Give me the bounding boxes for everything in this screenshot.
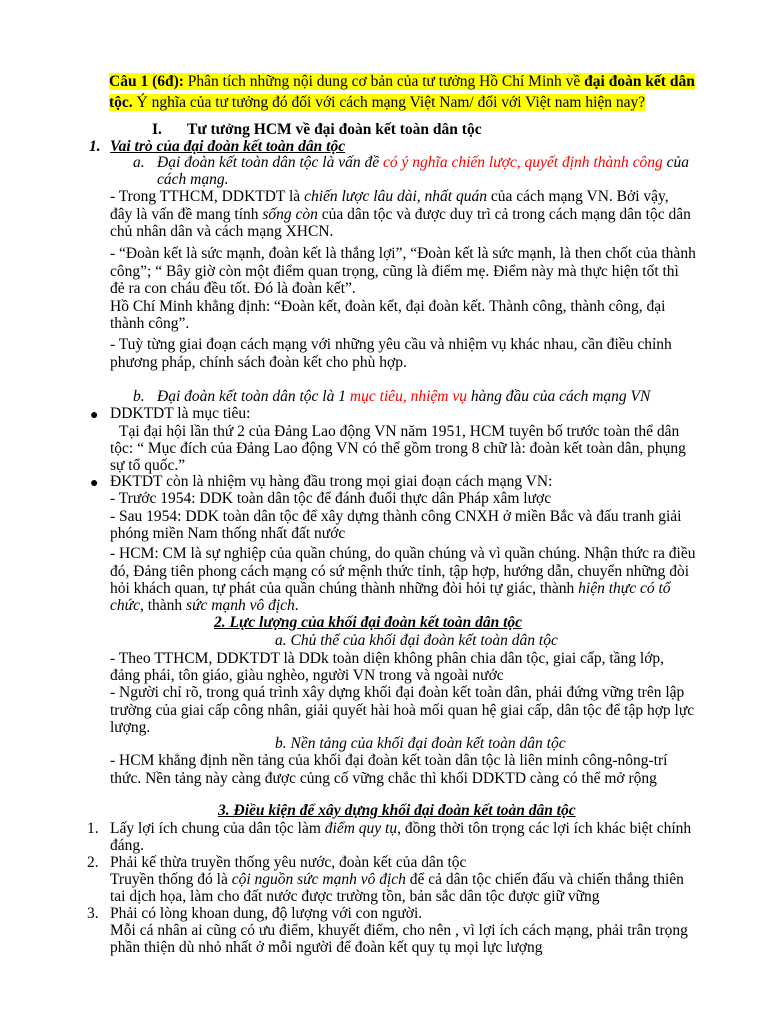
section-2a-title: a. Chủ thể của khối đại đoàn kết toàn dân tộc [275,632,558,649]
para-1-l2-italic: sống còn [262,206,318,223]
question-bold-1: đại đoàn kết dân [584,73,695,90]
s3-item-2-number: 2. [87,854,99,871]
para-3-line-2: thành công”. [110,315,190,332]
s3-item-3-line-3: phần thiện dù nhỏ nhất ở mỗi người để đoàn kết quy tụ mọi lực lượng [110,939,543,956]
para-5-l4-b: . [294,597,299,614]
s2-para-2-line-2: trường của giai cấp công nhân, giải quyết hài hoà mối quan hệ giai cấp, dân tộc để tập hợp lực [110,702,695,719]
sub-1-title: Vai trò của đại đoàn kết toàn dân tộc [110,138,346,155]
s3-item-3-line-2: Mỗi cá nhân ai cũng có ưu điểm, khuyết điểm, cho nên , vì lợi ích cách mạng, phải trân trọng [110,922,688,939]
s2-para-3-line-2: thức. Nền tảng này càng được củng cố vững chắc thì khối DDKTD càng có thể mở rộng [110,770,657,787]
item-a-pre: Đại đoàn kết toàn dân tộc là vấn đề [157,154,383,171]
section-2b-title: b. Nền tảng của khối đại đoàn kết toàn dân tộc [275,735,566,752]
s3-i2-a: Truyền thống đó là [110,871,232,888]
section-1-title: Tư tưởng HCM về đại đoàn kết toàn dân tộc [187,121,482,138]
bullet-1-line-4: sự tổ quốc.” [110,457,186,474]
para-1-line-1 [110,188,669,207]
para-5-l3-a: hỏi khách quan, tự phát của quần chúng thành những đòi hỏi tự giác, thành [110,580,579,597]
item-a-emphasis: có ý nghĩa chiến lược, quyết định thành công [383,154,663,171]
item-b-number: b. [133,388,145,405]
s3-item-1-number: 1. [87,820,99,837]
para-5-l4-a: , thành [139,597,187,614]
item-a-number: a. [133,154,145,171]
s3-i2-italic: cội nguồn sức mạnh vô địch [231,871,406,888]
s3-item-1-line-2: đáng. [110,837,145,854]
para-1-l1-italic: chiến lược lâu dài, nhất quán [304,188,487,205]
para-2-line-3: đẻ ra con cháu đều tốt. Đó là đoàn kết”. [110,280,356,297]
item-b-line [157,388,650,407]
question-text-2: Ý nghĩa của tư tưởng đó đối với cách mạng Việt Nam/ đối với Việt nam hiện nay? [132,94,646,111]
para-1-line-3: chủ nhân dân và cách mạng XHCN. [110,223,334,240]
s3-item-1-line-1 [110,820,691,839]
sub-1-number: 1. [89,138,101,155]
bullet-icon: ● [90,408,99,423]
item-a-post: của [662,154,689,171]
section-1-number: I. [152,121,162,138]
s2-para-1-line-1: - Theo TTHCM, DDKTDT là DDk toàn diện không phân chia dân tộc, giai cấp, tầng lớp, [110,650,665,667]
s3-i2-b: để cả dân tộc chiến đấu và chiến thắng thiên [405,871,684,888]
item-b-pre: Đại đoàn kết toàn dân tộc là 1 [157,388,350,405]
s3-item-2-line-3: tai dịch họa, làm cho đất nước được trường tồn, bản sắc dân tộc được giữ vững [110,888,600,905]
bullet-1-line-1: DDKTDT là mục tiêu: [110,405,251,422]
bullet-2-line-3: - Sau 1954: DDK toàn dân tộc để xây dựng thành công CNXH ở miền Bắc và đấu tranh giải [110,508,682,525]
s3-i1-a: Lấy lợi ích chung của dân tộc làm [110,820,325,837]
para-2-line-2: công”; “ Bây giờ còn một điểm quan trọng, cũng là điểm mẹ. Điểm này mà thực hiện tốt thì [110,263,679,280]
para-4-line-1: - Tuỳ từng giai đoạn cách mạng với những yêu cầu và nhiệm vụ khác nhau, cần điều chỉnh [110,336,672,353]
question-bold-2: tộc. [109,94,133,111]
bullet-2-line-2: - Trước 1954: DDK toàn dân tộc để đánh đuổi thực dân Pháp xâm lược [110,490,552,507]
section-3-title: 3. Điều kiện để xây dựng khối đại đoàn kết toàn dân tộc [218,802,576,819]
item-b-post: hàng đầu của cách mạng VN [466,388,651,405]
bullet-icon: ● [90,476,99,491]
para-5-line-2: đó, Đảng tiên phong cách mạng có sứ mệnh thức tỉnh, tập hợp, hướng dẫn, chuyển những đòi [110,563,690,580]
para-1-line-2 [110,206,691,225]
item-a-line-2: cách mạng. [157,171,229,188]
bullet-2-line-4: phóng miền Nam thống nhất đất nước [110,525,346,542]
para-4-line-2: phương pháp, chính sách đoàn kết cho phù hợp. [110,354,407,371]
s3-item-2-line-2 [110,871,684,890]
para-1-l2-a: đây là vấn đề mang tính [110,206,263,223]
para-5-l3-italic: hiện thực có tổ [578,580,671,597]
s2-para-2-line-3: lượng. [110,719,151,736]
para-5-line-3 [110,580,671,599]
s2-para-3-line-1: - HCM khẳng định nền tảng của khối đại đoàn kết toàn dân tộc là liên minh công-nông-trí [110,752,668,769]
bullet-1-line-3: tộc: “ Mục đích của Đảng Lao động VN có thể gồm trong 8 chữ là: đoàn kết toàn dân, phụng [110,440,686,457]
question-line-1 [109,73,695,92]
s2-para-2-line-1: - Người chỉ rõ, trong quá trình xây dựng khối đại đoàn kết toàn dân, phải đứng vững trên lập [110,684,685,701]
s3-i1-italic: điểm quy tụ [324,820,398,837]
para-1-l1-b: của cách mạng VN. Bởi vậy, [486,188,669,205]
para-5-line-4 [110,597,299,616]
item-b-emphasis: mục tiêu, nhiệm vụ [349,388,467,405]
s3-i1-b: , đồng thời tôn trọng các lợi ích khác biệt chính [397,820,692,837]
para-5-line-1: - HCM: CM là sự nghiệp của quần chúng, do quần chúng và vì quần chúng. Nhận thức ra điều [110,545,696,562]
s2-para-1-line-2: đảng phái, tôn giáo, giàu nghèo, người VN trong và ngoài nước [110,667,504,684]
question-label: Câu 1 (6đ): [109,73,184,90]
s3-item-3-number: 3. [87,905,99,922]
para-3-line-1: Hồ Chí Minh khẳng định: “Đoàn kết, đoàn kết, đại đoàn kết. Thành công, thành công, đại [110,298,666,315]
question-text-1: Phân tích những nội dung cơ bản của tư tưởng Hồ Chí Minh về [183,73,585,90]
para-5-l4-italic-1: chức [110,597,140,614]
question-line-2 [109,94,645,113]
section-2-title: 2. Lực lượng của khối đại đoàn kết toàn dân tộc [214,614,523,631]
s3-item-3-line-1: Phải có lòng khoan dung, độ lượng với con người. [110,905,423,922]
para-1-l1-a: - Trong TTHCM, DDKTDT là [110,188,305,205]
para-1-l2-b: của dân tộc và được duy trì cả trong cách mạng dân tộc dân [317,206,691,223]
para-5-l4-italic-2: sức mạnh vô địch [186,597,295,614]
item-a-line-1 [157,154,689,173]
bullet-1-line-2: Tại đại hội lần thứ 2 của Đảng Lao động VN năm 1951, HCM tuyên bố trước toàn thể dân [119,423,680,440]
para-2-line-1: - “Đoàn kết là sức mạnh, đoàn kết là thắng lợi”, “Đoàn kết là sức mạnh, là then chốt của thành [110,245,696,262]
bullet-2-line-1: ĐKTDT còn là nhiệm vụ hàng đầu trong mọi giai đoạn cách mạng VN: [110,473,553,490]
s3-item-2-line-1: Phải kế thừa truyền thống yêu nước, đoàn kết của dân tộc [110,854,467,871]
